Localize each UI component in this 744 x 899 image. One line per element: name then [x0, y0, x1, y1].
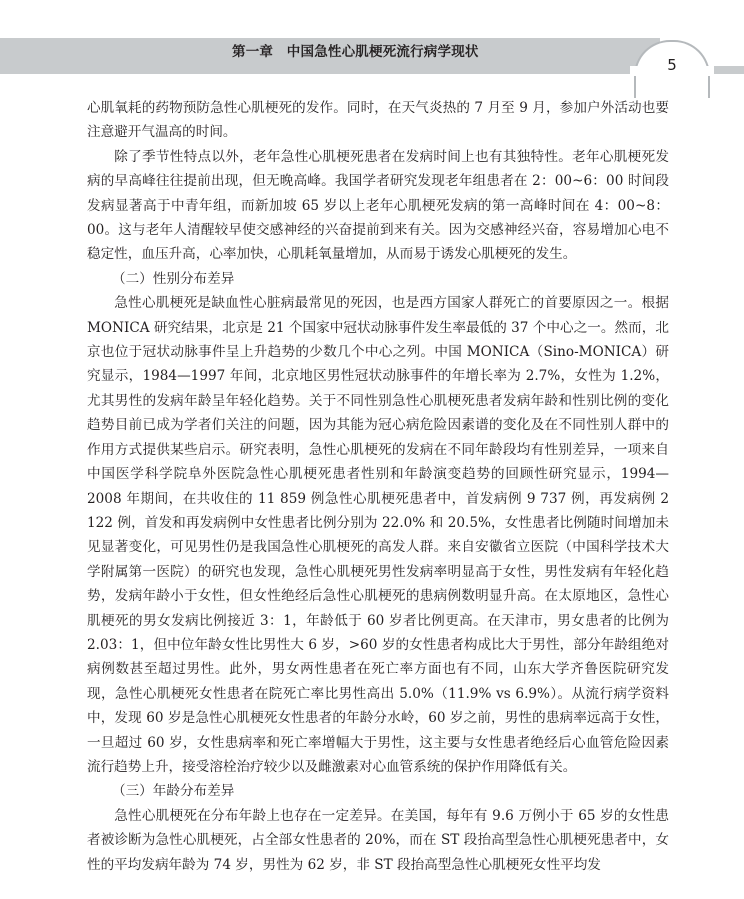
section-heading-gender: （二）性别分布差异 [112, 270, 235, 287]
paragraph-elderly-onset: 除了季节性特点以外，老年急性心肌梗死患者在发病时间上也有其独特性。老年心肌梗死发病的早高峰往往提前出现，但无晚高峰。我国学者研究发现老年组患者在 2：00~6：00 时间段发病显著高于中青年组，而新加坡 65 岁以上老年心肌梗死发病的第一高峰时间在 4：00~8：00。这与老年人清醒较早使交感神经的兴奋提前到来有关。因为交感神经兴奋，容易增加心电不稳定性，血压升高，心率加快，心肌耗氧量增加，从而易于诱发心肌梗死的发生。 [87, 148, 669, 263]
paragraph-gender-differences: 急性心肌梗死是缺血性心脏病最常见的死因，也是西方国家人群死亡的首要原因之一。根据 MONICA 研究结果，北京是 21 个国家中冠状动脉事件发生率最低的 37 个中心之一。然而，北京也位于冠状动脉事件呈上升趋势的少数几个中心之列。中国 MONICA（Sino-MONICA）研究显示，1984—1997 年间，北京地区男性冠状动脉事件的年增长率为 2.7%，女性为 1.2%，尤其男性的发病年龄呈年轻化趋势。关于不同性别急性心肌梗死患者发病年龄和性别比例的变化趋势目前已成为学者们关注的问题，因为其能为冠心病危险因素谱的变化及在不同性别人群中的作用方式提供某些启示。研究表明，急性心肌梗死的发病在不同年龄段均有性别差异，一项来自中国医学科学院阜外医院急性心肌梗死患者性别和年龄演变趋势的回顾性研究显示，1994—2008 年期间，在共收住的 11 859 例急性心肌梗死患者中，首发病例 9 737 例，再发病例 2 122 例，首发和再发病例中女性患者比例分别为 22.0% 和 20.5%，女性患者比例随时间增加未见显著变化，可见男性仍是我国急性心肌梗死的高发人群。来自安徽省立医院（中国科学技术大学附属第一医院）的研究也发现，急性心肌梗死男性发病率明显高于女性，男性发病有年轻化趋势，发病年龄小于女性，但女性绝经后急性心肌梗死的患病例数明显升高。在太原地区，急性心肌梗死的男女发病比例接近 3：1，年龄低于 60 岁者比例更高。在天津市，男女患者的比例为 2.03：1，但中位年龄女性比男性大 6 岁，>60 岁的女性患者构成比大于男性，部分年龄组绝对病例数甚至超过男性。此外，男女两性患者在死亡率方面也有不同，山东大学齐鲁医院研究发现，急性心肌梗死女性患者在院死亡率比男性高出 5.0%（11.9% vs 6.9%）。从流行病学资料中，发现 60 岁是急性心肌梗死女性患者的年龄分水岭，60 岁之前，男性的患病率远高于女性，一旦超过 60 岁，女性患病率和死亡率增幅大于男性，这主要与女性患者绝经后心血管危险因素流行趋势上升，接受溶栓治疗较少以及雌激素对心血管系统的保护作用降低有关。 [87, 295, 669, 775]
chapter-title: 第一章 中国急性心肌梗死流行病学现状 [232, 44, 479, 60]
page-body [87, 96, 669, 877]
page-number: 5 [667, 56, 677, 74]
paragraph-continued: 心肌氧耗的药物预防急性心肌梗死的发作。同时，在天气炎热的 7 月至 9 月，参加户外活动也要注意避开气温高的时间。 [87, 100, 669, 141]
paragraph-age-differences: 急性心肌梗死在分布年龄上也存在一定差异。在美国，每年有 9.6 万例小于 65 岁的女性患者被诊断为急性心肌梗死，占全部女性患者的 20%，而在 ST 段抬高型急性心肌梗死患者中，女性的平均发病年龄为 74 岁，男性为 62 岁，非 ST 段抬高型急性心肌梗死女性平均发 [87, 807, 669, 873]
page-header [0, 0, 744, 78]
section-heading-age: （三）年龄分布差异 [112, 783, 235, 800]
